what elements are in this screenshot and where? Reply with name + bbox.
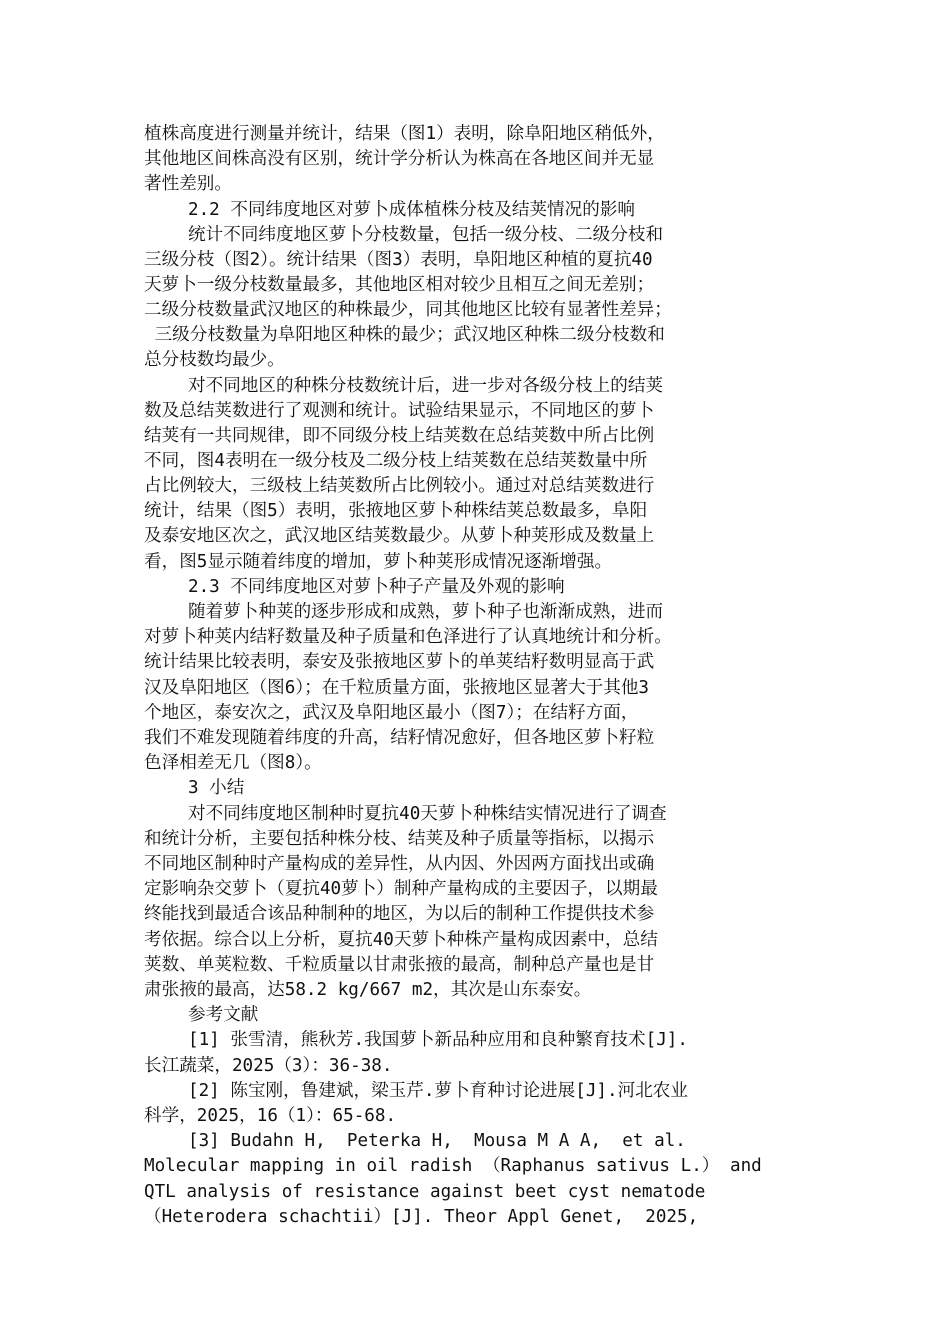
reference-2-cont: 科学，2025，16（1）：65-68. — [144, 1106, 397, 1126]
body-text-line: 及泰安地区次之，武汉地区结荚数最少。从萝卜种荚形成及数量上 — [144, 526, 655, 546]
reference-2: [2] 陈宝刚，鲁建斌，梁玉芹.萝卜育种讨论进展[J].河北农业 — [188, 1081, 688, 1101]
paragraph-first-line: 对不同地区的种株分枝数统计后，进一步对各级分枝上的结荚 — [188, 376, 664, 396]
body-text-line: 看，图5显示随着纬度的增加，萝卜种荚形成情况逐渐增强。 — [144, 552, 613, 572]
body-text-line: 终能找到最适合该品种制种的地区，为以后的制种工作提供技术参 — [144, 904, 655, 924]
body-text-line: 著性差别。 — [144, 174, 232, 194]
body-text-line: 占比例较大，三级枝上结荚数所占比例较小。通过对总结荚数进行 — [144, 476, 655, 496]
body-text-line: 我们不难发现随着纬度的升高，结籽情况愈好，但各地区萝卜籽粒 — [144, 728, 655, 748]
body-text-line: 数及总结荚数进行了观测和统计。试验结果显示，不同地区的萝卜 — [144, 401, 655, 421]
body-text-line: 三级分枝（图2）。统计结果（图3）表明，阜阳地区种植的夏抗40 — [144, 250, 653, 270]
body-text-line: 定影响杂交萝卜（夏抗40萝卜）制种产量构成的主要因子，以期最 — [144, 879, 658, 899]
body-text-line: 不同地区制种时产量构成的差异性，从内因、外因两方面找出或确 — [144, 854, 655, 874]
body-text-line: 荚数、单荚粒数、千粒质量以甘肃张掖的最高，制种总产量也是甘 — [144, 955, 655, 975]
body-text-line: 汉及阜阳地区（图6）；在千粒质量方面，张掖地区显著大于其他3 — [144, 678, 650, 698]
body-text-line: 三级分枝数量为阜阳地区种株的最少；武汉地区种株二级分枝数和 — [144, 325, 665, 345]
body-text-line: 考依据。综合以上分析，夏抗40天萝卜种株产量构成因素中，总结 — [144, 930, 658, 950]
reference-1: [1] 张雪清，熊秋芳.我国萝卜新品种应用和良种繁育技术[J]. — [188, 1030, 688, 1050]
section-heading-3: 3 小结 — [188, 778, 245, 798]
body-text-line: 肃张掖的最高，达58.2 kg/667 m2，其次是山东泰安。 — [144, 980, 592, 1000]
body-text-line: 统计，结果（图5）表明，张掖地区萝卜种株结荚总数最多，阜阳 — [144, 501, 648, 521]
body-text-line: 不同，图4表明在一级分枝及二级分枝上结荚数在总结荚数量中所 — [144, 451, 648, 471]
body-text-line: 二级分枝数量武汉地区的种株最少，同其他地区比较有显著性差异； — [144, 300, 672, 320]
reference-3-cont: QTL analysis of resistance against beet cyst nematode — [144, 1182, 706, 1202]
paragraph-first-line: 对不同纬度地区制种时夏抗40天萝卜种株结实情况进行了调查 — [188, 804, 667, 824]
body-text-line: 和统计分析，主要包括种株分枝、结荚及种子质量等指标，以揭示 — [144, 829, 655, 849]
paragraph-first-line: 随着萝卜种荚的逐步形成和成熟，萝卜种子也渐渐成熟，进而 — [188, 602, 664, 622]
reference-3: [3] Budahn H, Peterka H, Mousa M A A, et al. — [188, 1131, 686, 1151]
references-heading: 参考文献 — [188, 1005, 259, 1025]
body-text-line: 结荚有一共同规律，即不同级分枝上结荚数在总结荚数中所占比例 — [144, 426, 655, 446]
body-text-line: 对萝卜种荚内结籽数量及种子质量和色泽进行了认真地统计和分析。 — [144, 627, 672, 647]
body-text-line: 色泽相差无几（图8）。 — [144, 753, 322, 773]
reference-3-cont: Molecular mapping in oil radish （Raphanus sativus L.） and — [144, 1156, 762, 1176]
body-text-line: 其他地区间株高没有区别，统计学分析认为株高在各地区间并无显 — [144, 149, 655, 169]
section-heading-2-3: 2.3 不同纬度地区对萝卜种子产量及外观的影响 — [188, 577, 565, 597]
body-text-line: 植株高度进行测量并统计，结果（图1）表明，除阜阳地区稍低外， — [144, 124, 665, 144]
body-text-line: 个地区，泰安次之，武汉及阜阳地区最小（图7）；在结籽方面， — [144, 703, 639, 723]
body-text-line: 总分枝数均最少。 — [144, 350, 285, 370]
section-heading-2-2: 2.2 不同纬度地区对萝卜成体植株分枝及结荚情况的影响 — [188, 200, 636, 220]
reference-1-cont: 长江蔬菜，2025（3）：36-38. — [144, 1056, 393, 1076]
paragraph-first-line: 统计不同纬度地区萝卜分枝数量，包括一级分枝、二级分枝和 — [188, 225, 664, 245]
body-text-line: 统计结果比较表明，泰安及张掖地区萝卜的单荚结籽数明显高于武 — [144, 652, 655, 672]
reference-3-cont: （Heterodera schachtii）[J]. Theor Appl Genet, 2025, — [144, 1207, 699, 1227]
body-text-line: 天萝卜一级分枝数量最多，其他地区相对较少且相互之间无差别； — [144, 275, 655, 295]
